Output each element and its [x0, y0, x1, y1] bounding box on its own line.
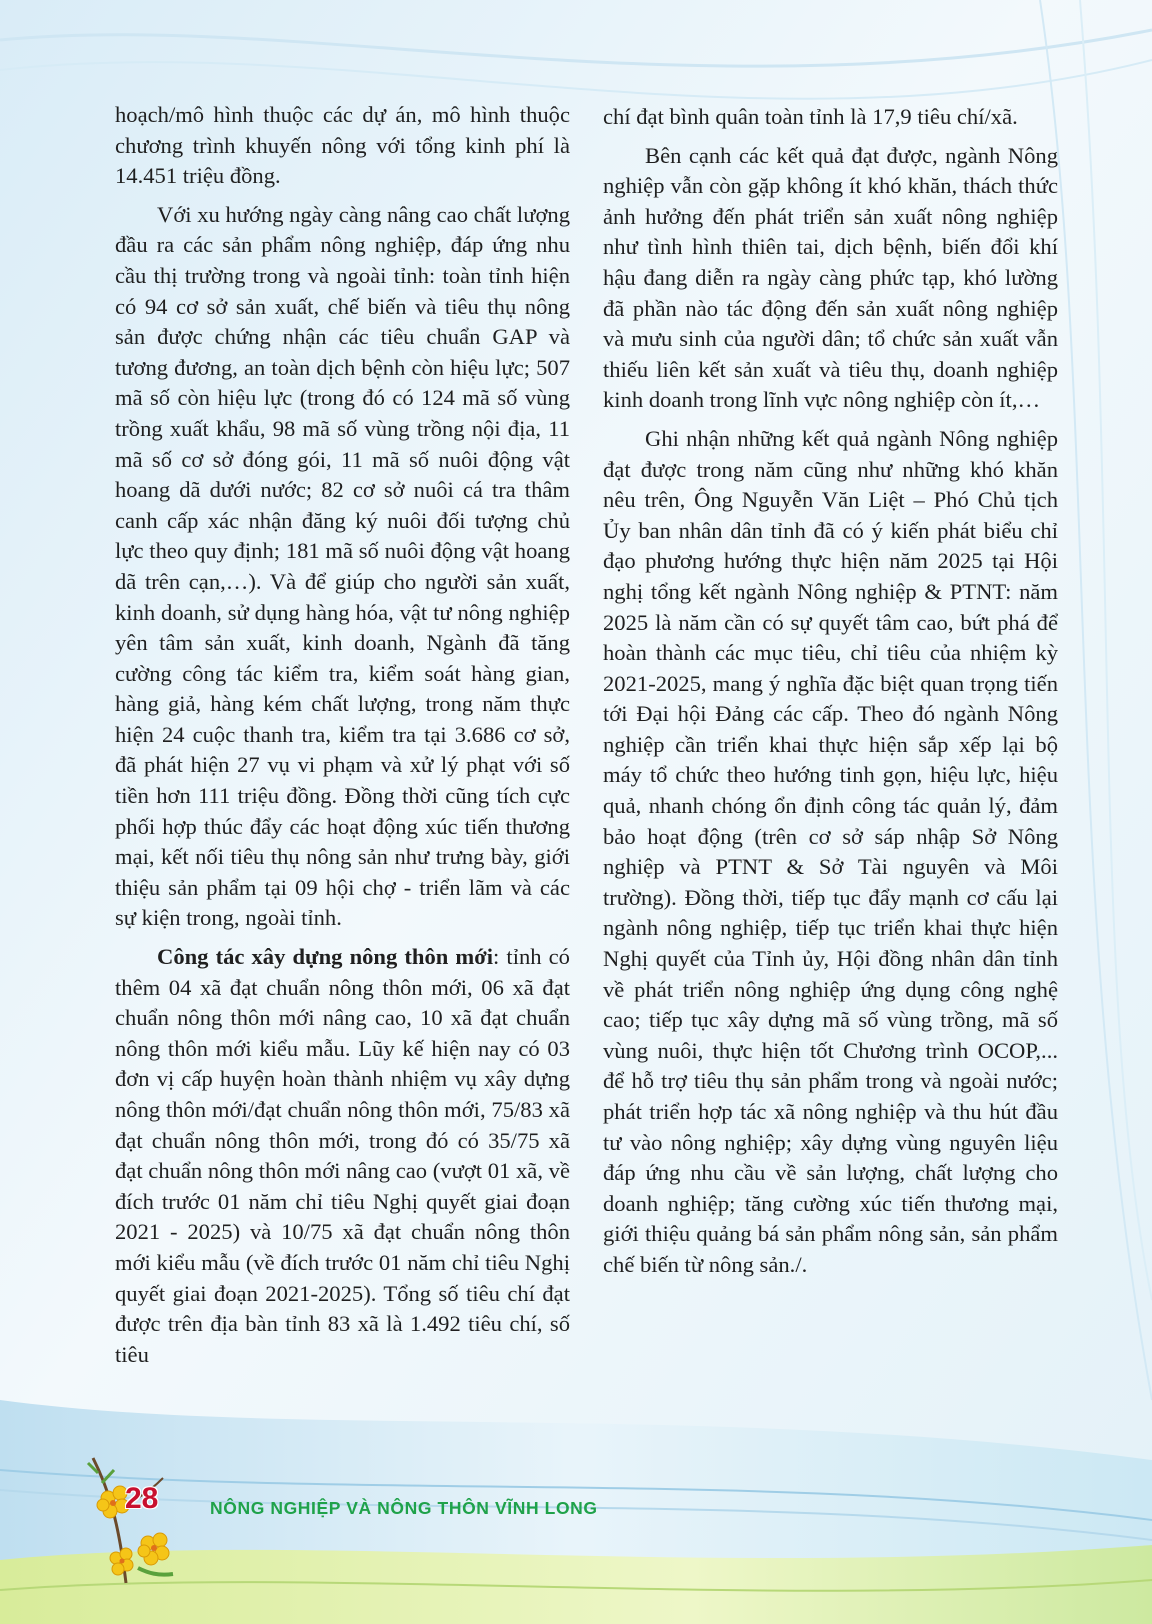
paragraph: Với xu hướng ngày càng nâng cao chất lượng đầu ra các sản phẩm nông nghiệp, đáp ứng nhu cầu thị trường trong và ngoài tỉnh: toàn tỉnh hiện có 94 cơ sở sản xuất, chế biến và tiêu thụ nông sản được chứng nhận các tiêu chuẩn GAP và tương đương, an toàn dịch bệnh còn hiệu lực; 507 mã số còn hiệu lực (trong đó có 124 mã số vùng trồng xuất khẩu, 98 mã số vùng trồng nội địa, 11 mã số cơ sở đóng gói, 11 mã số nuôi động vật hoang dã dưới nước; 82 cơ sở nuôi cá tra thâm canh cấp xác nhận đăng ký nuôi đối tượng chủ lực theo quy định; 181 mã số nuôi động vật hoang dã trên cạn,…). Và để giúp cho người sản xuất, kinh doanh, sử dụng hàng hóa, vật tư nông nghiệp yên tâm sản xuất, kinh doanh, Ngành đã tăng cường công tác kiểm tra, kiểm soát hàng gian, hàng giả, hàng kém chất lượng, trong năm thực hiện 24 cuộc thanh tra, kiểm tra tại 3.686 cơ sở, đã phát hiện 27 vụ vi phạm và xử lý phạt với số tiền hơn 111 triệu đồng. Đồng thời cũng tích cực phối hợp thúc đẩy các hoạt động xúc tiến thương mại, kết nối tiêu thụ nông sản như trưng bày, giới thiệu sản phẩm tại 09 hội chợ - triển lãm và các sự kiện trong, ngoài tỉnh. — [115, 201, 570, 931]
magazine-title: NÔNG NGHIỆP VÀ NÔNG THÔN VĨNH LONG — [210, 1498, 598, 1518]
page-number: 28 — [125, 1482, 159, 1515]
section-heading: Công tác xây dựng nông thôn mới — [157, 944, 494, 970]
paragraph: Ghi nhận những kết quả ngành Nông nghiệp đạt được trong năm cũng như những khó khăn nêu trên, Ông Nguyễn Văn Liệt – Phó Chủ tịch Ủy ban nhân dân tỉnh đã có ý kiến phát biểu chỉ đạo phương hướng thực hiện năm 2025 tại Hội nghị tổng kết ngành Nông nghiệp & PTNT: năm 2025 là năm cần có sự quyết tâm cao, bứt phá để hoàn thành các mục tiêu, chỉ tiêu của nhiệm kỳ 2021-2025, mang ý nghĩa đặc biệt quan trọng tiến tới Đại hội Đảng các cấp. Theo đó ngành Nông nghiệp cần triển khai thực hiện sắp xếp lại bộ máy tổ chức theo hướng tinh gọn, hiệu lực, hiệu quả, nhanh chóng ổn định công tác quản lý, đảm bảo hoạt động (trên cơ sở sáp nhập Sở Nông nghiệp và PTNT & Sở Tài nguyên và Môi trường). Đồng thời, tiếp tục đẩy mạnh cơ cấu lại ngành nông nghiệp, tiếp tục triển khai thực hiện Nghị quyết của Tỉnh ủy, Hội đồng nhân dân tỉnh về phát triển nông nghiệp ứng dụng công nghệ cao; tiếp tục xây dựng mã số vùng trồng, mã số vùng nuôi, thực hiện tốt Chương trình OCOP,... để hỗ trợ tiêu thụ sản phẩm trong và ngoài nước; phát triển hợp tác xã nông nghiệp và thu hút đầu tư vào nông nghiệp; xây dựng vùng nguyên liệu đáp ứng nhu cầu về sản lượng, chất lượng cho doanh nghiệp; tăng cường xúc tiến thương mại, giới thiệu quảng bá sản phẩm nông sản, sản phẩm chế biến từ nông sản./. — [603, 425, 1058, 1277]
paragraph: hoạch/mô hình thuộc các dự án, mô hình thuộc chương trình khuyến nông với tổng kinh phí là 14.451 triệu đồng. — [115, 102, 570, 189]
paragraph-text: : tỉnh có thêm 04 xã đạt chuẩn nông thôn mới, 06 xã đạt chuẩn nông thôn mới nâng cao, 10 xã đạt chuẩn nông thôn mới kiểu mẫu. Lũy kế hiện nay có 03 đơn vị cấp huyện hoàn thành nhiệm vụ xây dựng nông thôn mới/đạt chuẩn nông thôn mới, 75/83 xã đạt chuẩn nông thôn mới, trong đó có 35/75 xã đạt chuẩn nông thôn mới nâng cao (vượt 01 xã, về đích trước 01 năm chỉ tiêu Nghị quyết giai đoạn 2021 - 2025) và 10/75 xã đạt chuẩn nông thôn mới kiểu mẫu (về đích trước 01 năm chỉ tiêu Nghị quyết giai đoạn 2021-2025). Tổng số tiêu chí đạt được trên địa bàn tỉnh 83 xã là 1.492 tiêu chí, số tiêu — [115, 944, 570, 1367]
right-column — [603, 102, 1058, 1289]
paragraph: chí đạt bình quân toàn tỉnh là 17,9 tiêu chí/xã. — [603, 104, 1018, 129]
apricot-blossom-icon — [78, 1448, 188, 1588]
paragraph — [115, 942, 570, 1370]
paragraph: Bên cạnh các kết quả đạt được, ngành Nông nghiệp vẫn còn gặp không ít khó khăn, thách thức ảnh hưởng đến phát triển sản xuất nông nghiệp như tình hình thiên tai, dịch bệnh, biến đổi khí hậu đang diễn ra ngày càng phức tạp, khó lường đã phần nào tác động đến sản xuất nông nghiệp và mưu sinh của người dân; tổ chức sản xuất vẫn thiếu liên kết sản xuất và tiêu thụ, doanh nghiệp kinh doanh trong lĩnh vực nông nghiệp còn ít,… — [603, 142, 1058, 413]
left-column — [115, 100, 570, 1378]
